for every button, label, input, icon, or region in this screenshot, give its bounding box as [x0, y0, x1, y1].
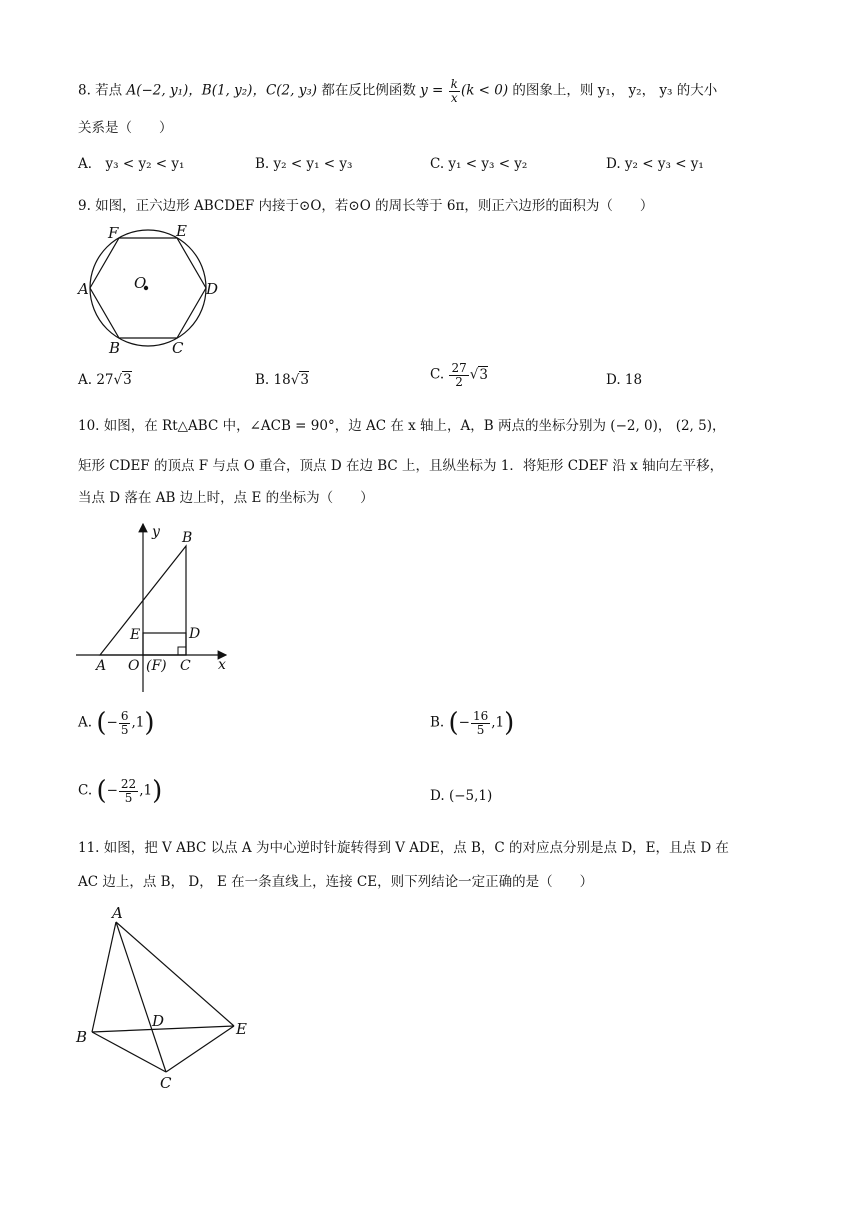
q10-stem-line1: 10. 如图，在 Rt△ABC 中，∠ACB = 90°，边 AC 在 x 轴上，A，B 两点的坐标分别为 (−2, 0)， (2, 5)， — [78, 418, 726, 434]
q9-hexagon-figure — [76, 222, 226, 358]
q9-option-a[interactable]: A. 27√3 — [78, 372, 132, 388]
q10-option-d[interactable] — [430, 788, 492, 806]
q8-stem-part2: 都在反比例函数 — [317, 82, 421, 99]
q11-rotation-figure — [74, 902, 264, 1092]
label-e: E — [236, 1020, 247, 1038]
q8-option-a[interactable]: A． y₃ < y₂ < y₁ — [78, 156, 185, 172]
q8-func-y: y = — [420, 82, 444, 99]
q8-stem-line2: 关系是（ ） — [78, 120, 173, 136]
q8-func-den: x — [450, 90, 458, 105]
q8-option-b[interactable]: B. y₂ < y₁ < y₃ — [255, 156, 353, 172]
q10-option-c-fraction — [119, 778, 138, 804]
label-d: D — [206, 280, 219, 298]
label-o: O — [128, 658, 140, 674]
q10-triangle-figure — [76, 520, 246, 700]
q8-stem-part1: 8. 若点 — [78, 82, 127, 99]
q9-option-a-coef: 27 — [96, 372, 114, 388]
q10-option-b-tail: ,1 — [491, 714, 505, 731]
q10-option-a-fraction — [119, 710, 131, 736]
q8-func-condition: (k < 0) — [460, 82, 509, 99]
q9-option-c[interactable]: C. $\frac{27}{2}$ √3 — [430, 361, 488, 389]
q10-option-a-tail: ,1 — [131, 714, 145, 731]
label-b: B — [76, 1028, 88, 1046]
q10-option-c-label: C. — [78, 782, 93, 799]
label-d: D — [152, 1012, 165, 1030]
q9-option-b-coef: 18 — [273, 372, 291, 388]
q8-func-fraction — [449, 78, 460, 104]
label-x: x — [218, 657, 226, 673]
q10-option-a-den: 5 — [120, 722, 129, 737]
q8-point-a: A(−2, y₁) — [126, 82, 189, 99]
q10-stem-line3: 当点 D 落在 AB 边上时，点 E 的坐标为（ ） — [78, 490, 374, 506]
q9-option-c-fraction — [449, 362, 468, 388]
segment-ce — [166, 1026, 234, 1072]
q10-stem-line2: 矩形 CDEF 的顶点 F 与点 O 重合，顶点 D 在边 BC 上，且纵坐标为 1．将矩形 CDEF 沿 x 轴向左平移， — [78, 458, 724, 474]
q9-option-a-radicand: 3 — [123, 372, 132, 388]
q9-option-c-den: 2 — [455, 374, 463, 389]
q9-stem: 9. 如图，正六边形 ABCDEF 内接于⊙O，若⊙O 的周长等于 6π，则正六边形的面积为（ ） — [78, 198, 654, 214]
q8-stem-part3: 的图象上，则 y₁， y₂， y₃ 的大小 — [508, 82, 718, 99]
label-f: F — [108, 224, 119, 242]
q8-stem-line1 — [78, 78, 717, 104]
q10-option-d-label: D. — [430, 788, 445, 804]
label-a: A — [96, 658, 107, 674]
q9-option-b-label: B. — [255, 372, 270, 388]
q9-option-c-radicand: 3 — [479, 366, 488, 383]
q9-option-c-num: 27 — [451, 361, 467, 375]
label-c: C — [172, 339, 184, 357]
q10-option-b-den: 5 — [476, 722, 485, 737]
q9-option-b[interactable]: B. 18√3 — [255, 372, 309, 388]
q9-option-b-radicand: 3 — [300, 372, 309, 388]
q10-option-a[interactable]: A. (− $\frac{6}{5}$ ,1) — [78, 708, 155, 739]
right-angle-mark — [178, 647, 186, 655]
q11-stem-line2: AC 边上，点 B， D， E 在一条直线上，连接 CE，则下列结论一定正确的是（ ） — [78, 874, 594, 890]
label-b: B — [182, 530, 193, 546]
q8-point-c: ，C(2, y₃) — [252, 82, 318, 99]
label-e: E — [176, 222, 187, 240]
q9-option-a-label: A. — [78, 372, 93, 388]
q8-func-num: k — [450, 77, 458, 91]
label-a: A — [112, 904, 123, 922]
q10-option-c-tail: ,1 — [139, 782, 153, 799]
q10-option-b-num: 16 — [472, 709, 489, 723]
q10-option-b-label: B. — [430, 714, 445, 731]
segment-ab — [92, 922, 116, 1032]
q8-point-b: ，B(1, y₂) — [188, 82, 253, 99]
label-b: B — [109, 339, 121, 357]
q10-option-c-den: 5 — [124, 790, 133, 805]
q10-option-d-value: (−5,1) — [448, 788, 493, 804]
label-y: y — [152, 524, 160, 540]
q10-option-c[interactable]: C. (− $\frac{22}{5}$ ,1) — [78, 776, 163, 807]
q8-option-c[interactable]: C. y₁ < y₃ < y₂ — [430, 156, 528, 172]
label-o: O — [134, 274, 147, 292]
label-c: C — [160, 1074, 172, 1092]
q9-option-c-label: C. — [430, 366, 445, 383]
q8-option-d[interactable]: D. y₂ < y₃ < y₁ — [606, 156, 704, 172]
q10-option-b-fraction — [471, 710, 490, 736]
q10-option-c-num: 22 — [120, 777, 137, 791]
q9-option-d[interactable]: D. 18 — [606, 372, 643, 388]
label-f: (F) — [146, 658, 167, 674]
label-e: E — [130, 627, 141, 643]
q10-option-a-num: 6 — [120, 709, 129, 723]
q10-option-a-label: A. — [78, 714, 93, 731]
label-a: A — [78, 280, 89, 298]
label-d: D — [189, 626, 201, 642]
label-c: C — [180, 658, 191, 674]
rectangle-cdef — [143, 633, 186, 655]
q10-option-b[interactable]: B. (− $\frac{16}{5}$ ,1) — [430, 708, 515, 739]
q11-stem-line1: 11. 如图，把 V ABC 以点 A 为中心逆时针旋转得到 V ADE，点 B，C 的对应点分别是点 D，E，且点 D 在 — [78, 840, 729, 856]
